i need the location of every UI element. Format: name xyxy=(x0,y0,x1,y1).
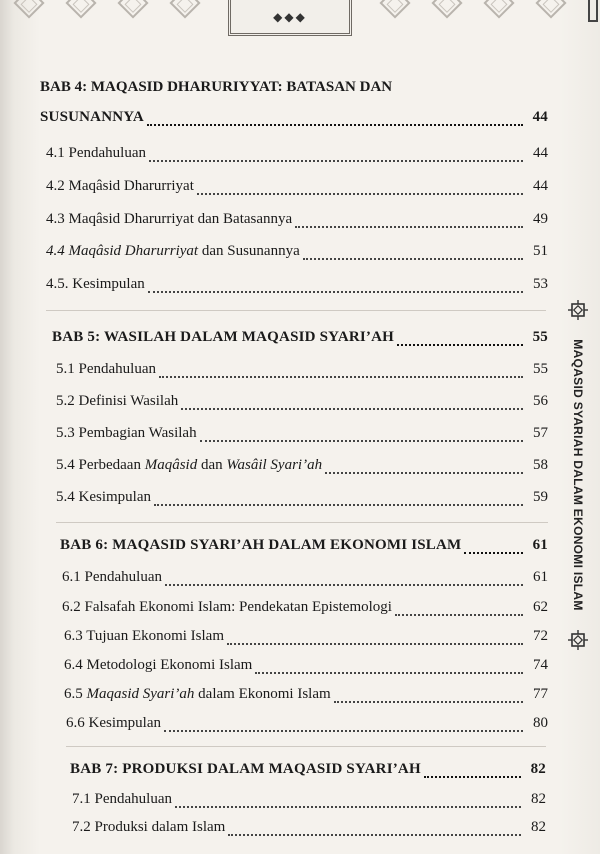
section-page: 49 xyxy=(533,211,548,227)
spine-ornament-top-icon xyxy=(568,300,588,320)
leader-dots xyxy=(395,602,523,616)
leader-dots xyxy=(295,214,523,228)
section-label: 5.1 Pendahuluan xyxy=(56,361,156,377)
toc-section-5-4[interactable] xyxy=(56,456,548,474)
section-label-pre: 5.4 Perbedaan xyxy=(56,457,145,473)
section-label-italic: 4.4 Maqâsid Dharurriyat xyxy=(46,243,199,259)
toc-section-7-2[interactable] xyxy=(72,818,546,836)
section-page: 44 xyxy=(533,178,548,194)
section-label: 6.1 Pendahuluan xyxy=(62,569,162,585)
divider xyxy=(56,522,548,523)
section-page: 61 xyxy=(533,569,548,585)
leader-dots xyxy=(197,181,523,195)
book-spine-title xyxy=(560,290,596,660)
section-page: 53 xyxy=(533,276,548,292)
spine-title-text: MAQASID SYARIAH DALAM EKONOMI ISLAM xyxy=(571,339,585,611)
toc-section-6-6[interactable] xyxy=(66,714,548,732)
section-label xyxy=(64,685,331,703)
chapter-4-entry[interactable] xyxy=(40,108,548,126)
toc-section-5-3[interactable] xyxy=(56,424,548,442)
ornament-center-symbol: ◆◆◆ xyxy=(273,9,307,24)
section-page: 58 xyxy=(533,457,548,473)
toc-section-5-5[interactable] xyxy=(56,488,548,506)
leader-dots xyxy=(147,112,523,126)
toc-section-5-1[interactable] xyxy=(56,360,548,378)
leader-dots xyxy=(149,148,523,162)
section-label-mid: dalam Ekonomi Islam xyxy=(194,686,331,702)
section-page: 74 xyxy=(533,657,548,673)
section-label-italic: Maqâsid xyxy=(144,457,198,473)
toc-section-7-1[interactable] xyxy=(72,790,546,808)
section-page: 44 xyxy=(533,145,548,161)
leader-dots xyxy=(154,492,523,506)
toc-section-4-2[interactable] xyxy=(46,177,548,195)
toc-section-4-4[interactable] xyxy=(46,242,548,260)
leader-dots xyxy=(165,572,523,586)
section-label: 5.2 Definisi Wasilah xyxy=(56,393,179,409)
section-label-italic: Wasâil Syari’ah xyxy=(226,457,323,473)
leader-dots xyxy=(175,794,521,808)
section-page: 56 xyxy=(533,393,548,409)
section-label: 6.4 Metodologi Ekonomi Islam xyxy=(64,657,253,673)
chapter-5-entry[interactable] xyxy=(52,328,548,346)
section-page: 57 xyxy=(533,425,548,441)
section-label: 5.3 Pembagian Wasilah xyxy=(56,425,197,441)
section-label: 4.2 Maqâsid Dharurriyat xyxy=(46,178,194,194)
section-label: 4.3 Maqâsid Dharurriyat dan Batasannya xyxy=(46,211,293,227)
chapter-4-title-line2: SUSUNANNYA xyxy=(40,109,144,125)
toc-section-4-5[interactable] xyxy=(46,275,548,293)
section-label xyxy=(56,456,322,474)
chapter-4-page: 44 xyxy=(532,109,548,125)
section-label-rest: dan Susunannya xyxy=(198,243,300,259)
toc-section-6-1[interactable] xyxy=(62,568,548,586)
leader-dots xyxy=(325,460,523,474)
section-page: 82 xyxy=(531,791,546,807)
section-label: 4.1 Pendahuluan xyxy=(46,145,146,161)
chapter-6-title: BAB 6: MAQASID SYARI’AH DALAM EKONOMI ISLAM xyxy=(60,537,462,553)
spine-ornament-bottom-icon xyxy=(568,630,588,650)
section-label: 7.1 Pendahuluan xyxy=(72,791,172,807)
leader-dots xyxy=(255,660,523,674)
leader-dots xyxy=(148,279,523,293)
section-label: 6.6 Kesimpulan xyxy=(66,715,161,731)
section-page: 80 xyxy=(533,715,548,731)
section-label-pre: 6.5 xyxy=(64,686,87,702)
leader-dots xyxy=(424,764,521,778)
section-label: 4.5. Kesimpulan xyxy=(46,276,145,292)
toc-section-6-5[interactable] xyxy=(64,685,548,703)
leader-dots xyxy=(227,631,523,645)
section-page: 82 xyxy=(531,819,546,835)
section-label: 7.2 Produksi dalam Islam xyxy=(72,819,226,835)
section-label-italic: Maqasid Syari’ah xyxy=(86,686,195,702)
leader-dots xyxy=(164,718,523,732)
section-page: 77 xyxy=(533,686,548,702)
section-label: 6.2 Falsafah Ekonomi Islam: Pendekatan Epistemologi xyxy=(62,599,392,615)
leader-dots xyxy=(397,332,523,346)
section-page: 72 xyxy=(533,628,548,644)
toc-section-6-2[interactable] xyxy=(62,598,548,616)
toc-section-4-1[interactable] xyxy=(46,144,548,162)
leader-dots xyxy=(200,428,523,442)
chapter-4-title-line1: BAB 4: MAQASID DHARURIYYAT: BATASAN DAN xyxy=(40,79,393,95)
chapter-5-title: BAB 5: WASILAH DALAM MAQASID SYARI’AH xyxy=(52,329,395,345)
toc-section-4-3[interactable] xyxy=(46,210,548,228)
leader-dots xyxy=(464,540,523,554)
section-page: 51 xyxy=(533,243,548,259)
divider xyxy=(66,746,546,747)
section-label: 6.3 Tujuan Ekonomi Islam xyxy=(64,628,225,644)
section-page: 55 xyxy=(533,361,548,377)
chapter-7-page: 82 xyxy=(530,761,546,777)
section-label xyxy=(46,242,300,260)
toc-section-6-3[interactable] xyxy=(64,627,548,645)
section-label-mid: dan xyxy=(197,457,227,473)
section-label: 5.4 Kesimpulan xyxy=(56,489,151,505)
toc-section-6-4[interactable] xyxy=(64,656,548,674)
chapter-7-title: BAB 7: PRODUKSI DALAM MAQASID SYARI’AH xyxy=(70,761,421,777)
section-page: 62 xyxy=(533,599,548,615)
leader-dots xyxy=(159,364,523,378)
leader-dots xyxy=(334,689,523,703)
chapter-5-page: 55 xyxy=(532,329,548,345)
divider xyxy=(46,310,546,311)
chapter-7-entry[interactable] xyxy=(70,760,546,778)
chapter-6-entry[interactable] xyxy=(60,536,548,554)
leader-dots xyxy=(228,822,521,836)
chapter-6-page: 61 xyxy=(532,537,548,553)
section-page: 59 xyxy=(533,489,548,505)
leader-dots xyxy=(181,396,523,410)
toc-section-5-2[interactable] xyxy=(56,392,548,410)
leader-dots xyxy=(303,246,523,260)
